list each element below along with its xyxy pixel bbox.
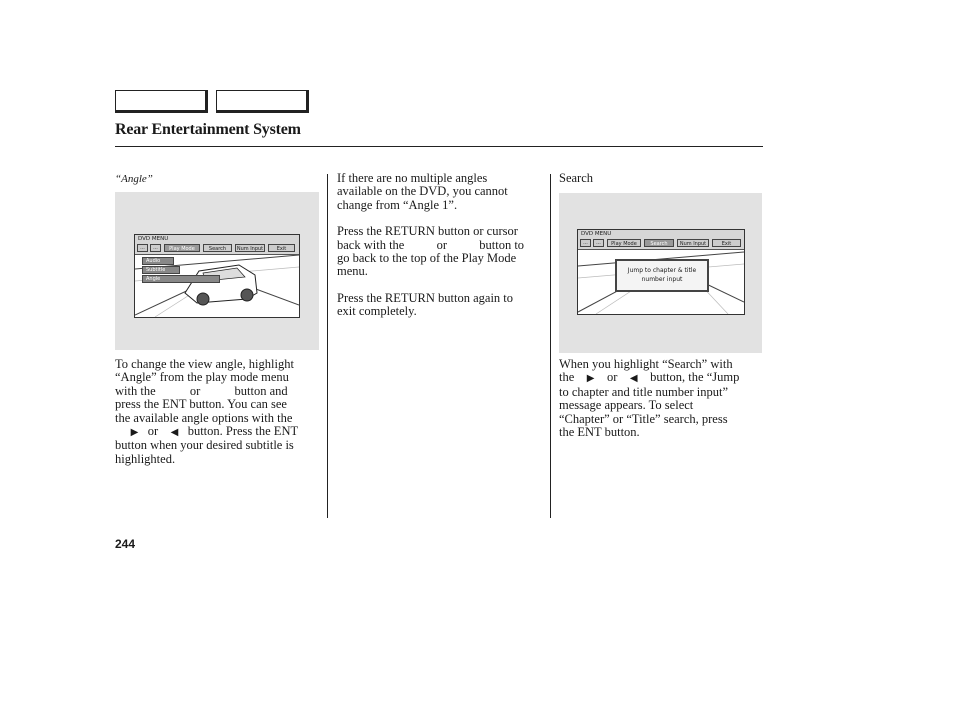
body-text: the available angle options with the xyxy=(115,410,293,425)
body-text: or xyxy=(189,383,201,398)
column-divider-2 xyxy=(550,174,551,518)
body-text: To change the view angle, highlight xyxy=(115,357,294,371)
left-arrow-icon: ◀ xyxy=(170,427,179,439)
body-text: to chapter and title number input” xyxy=(559,384,729,399)
dvd-menu-label: DVD MENU xyxy=(138,236,169,242)
right-arrow-icon: ▶ xyxy=(130,427,139,439)
dvd-back-button[interactable]: ··· xyxy=(580,239,591,247)
dvd-menu-bar xyxy=(578,230,744,250)
popup-text-line-1: Jump to chapter & title xyxy=(627,267,697,274)
body-text xyxy=(559,371,739,385)
dvd-num-input-button[interactable]: Num Input xyxy=(677,239,709,247)
body-text: Press the RETURN button or cursor xyxy=(337,224,518,239)
dvd-forward-button[interactable]: ··· xyxy=(593,239,604,247)
column-3-caption xyxy=(559,172,593,185)
column-1-caption xyxy=(115,173,153,186)
popup-text-line-2: number input xyxy=(641,276,683,283)
body-text: available on the DVD, you cannot xyxy=(337,184,508,199)
figure-angle xyxy=(115,192,319,350)
page-number: 244 xyxy=(115,537,136,551)
body-text: If there are no multiple angles xyxy=(337,171,488,185)
body-text: or xyxy=(147,424,159,439)
submenu-subtitle[interactable]: Subtitle xyxy=(142,266,180,274)
dvd-num-input-button[interactable]: Num Input xyxy=(236,246,264,252)
body-text: button. Press the ENT xyxy=(187,424,299,439)
body-text: menu. xyxy=(337,264,368,279)
left-arrow-icon: ◀ xyxy=(629,373,638,385)
body-text xyxy=(337,239,524,252)
dvd-screen-search xyxy=(577,229,745,315)
column-3-body xyxy=(559,358,739,439)
column-1-body xyxy=(115,358,298,466)
dvd-screen-angle xyxy=(134,234,300,318)
body-text: Press the RETURN button again to xyxy=(337,290,514,305)
body-text: “Angle” from the play mode menu xyxy=(115,370,289,385)
dvd-menu-label: DVD MENU xyxy=(581,231,612,237)
submenu-angle[interactable]: Angle xyxy=(142,275,220,283)
jump-to-chapter-popup xyxy=(615,259,709,292)
dvd-exit-button[interactable]: Exit xyxy=(268,244,295,252)
body-text xyxy=(115,425,298,439)
body-text: the xyxy=(559,370,575,385)
figure-caption-search: Search xyxy=(559,171,594,185)
nav-tab-2[interactable] xyxy=(216,90,309,113)
dvd-forward-button[interactable]: ··· xyxy=(150,244,161,252)
dvd-search-button[interactable]: Search xyxy=(644,239,674,247)
body-text: or xyxy=(436,237,448,252)
submenu-audio[interactable]: Audio xyxy=(142,257,174,265)
page-title: Rear Entertainment System xyxy=(115,121,301,138)
dvd-search-button[interactable]: Search xyxy=(203,244,232,252)
body-text: the ENT button. xyxy=(559,425,640,440)
body-text: message appears. To select xyxy=(559,398,694,413)
body-text: with the xyxy=(115,383,156,398)
nav-tab-1[interactable] xyxy=(115,90,208,113)
title-rule xyxy=(115,146,763,147)
column-2-body xyxy=(337,172,524,319)
dvd-exit-button[interactable]: Exit xyxy=(712,239,741,247)
body-text: button to xyxy=(479,237,525,252)
body-text: press the ENT button. You can see xyxy=(115,397,287,412)
body-text: go back to the top of the Play Mode xyxy=(337,251,517,266)
column-divider-1 xyxy=(327,174,328,518)
body-text: back with the xyxy=(337,237,405,252)
dvd-back-button[interactable]: ··· xyxy=(137,244,148,252)
dvd-play-mode-button[interactable]: Play Mode xyxy=(164,244,200,252)
body-text: button, the “Jump xyxy=(650,370,740,385)
dvd-play-mode-button[interactable]: Play Mode xyxy=(607,239,641,247)
body-text: button and xyxy=(234,383,288,398)
figure-caption-angle: “Angle” xyxy=(115,173,153,185)
body-text: When you highlight “Search” with xyxy=(559,357,733,371)
body-text: “Chapter” or “Title” search, press xyxy=(559,411,728,426)
body-text: highlighted. xyxy=(115,451,176,466)
body-text: exit completely. xyxy=(337,304,417,319)
right-arrow-icon: ▶ xyxy=(586,373,595,385)
body-text xyxy=(115,385,298,398)
body-text: change from “Angle 1”. xyxy=(337,197,458,212)
dvd-menu-bar xyxy=(135,235,299,255)
figure-search xyxy=(559,193,762,353)
body-text: button when your desired subtitle is xyxy=(115,438,294,453)
body-text: or xyxy=(606,370,618,385)
